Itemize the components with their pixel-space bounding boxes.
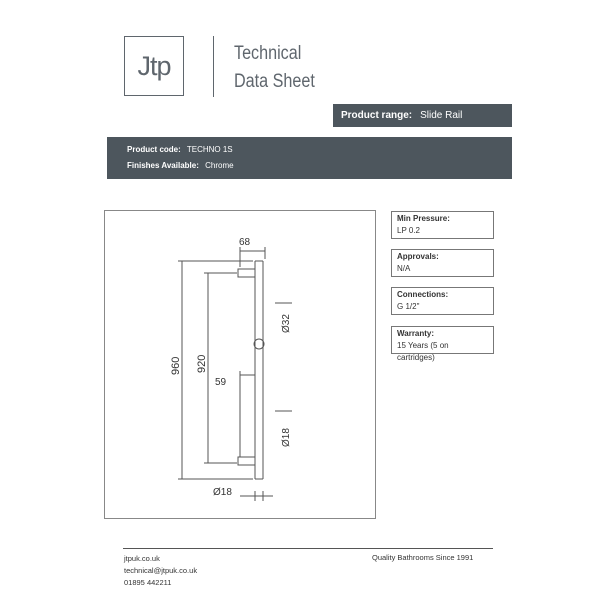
approvals-value: N/A <box>397 264 411 273</box>
dim-18-label: Ø18 <box>281 428 292 447</box>
spec-min-pressure <box>391 211 494 239</box>
spec-warranty <box>391 326 494 362</box>
warranty-label: Warranty: <box>397 329 435 338</box>
technical-drawing <box>104 210 376 519</box>
dim-960-label: 960 <box>170 356 182 375</box>
product-info-bar <box>107 137 512 179</box>
logo-text: Jtp <box>137 50 171 81</box>
min-pressure-label: Min Pressure: <box>397 214 450 223</box>
footer-website: jtpuk.co.uk <box>124 554 160 563</box>
spec-approvals <box>391 249 494 277</box>
product-range-value: Slide Rail <box>420 110 463 121</box>
dim-59-label: 59 <box>215 377 227 388</box>
warranty-value: 15 Years (5 on cartridges) <box>397 341 449 362</box>
title-line-1: Technical <box>234 43 302 64</box>
footer-tagline: Quality Bathrooms Since 1991 <box>372 553 474 562</box>
jtp-logo <box>124 36 184 96</box>
footer-email: technical@jtpuk.co.uk <box>124 566 198 575</box>
approvals-label: Approvals: <box>397 252 439 261</box>
header-divider <box>213 36 214 97</box>
finishes-label: Finishes Available: <box>127 161 199 170</box>
bottom-bracket <box>238 457 255 465</box>
dim-920-label: 920 <box>196 354 208 373</box>
footer-phone: 01895 442211 <box>124 578 172 587</box>
finishes-value: Chrome <box>205 161 234 170</box>
page-title <box>234 40 315 96</box>
connections-value: G 1/2" <box>397 302 420 311</box>
slide-rail-drawing <box>105 211 377 520</box>
connections-label: Connections: <box>397 290 449 299</box>
spec-connections <box>391 287 494 315</box>
product-code-label: Product code: <box>127 145 181 154</box>
title-line-2: Data Sheet <box>234 71 315 92</box>
product-code-value: TECHNO 1S <box>186 145 233 154</box>
footer-divider <box>123 548 493 549</box>
finishes-row <box>127 158 512 174</box>
dim-32-label: Ø32 <box>281 314 292 333</box>
min-pressure-value: LP 0.2 <box>397 226 420 235</box>
dim-bottom-label: Ø18 <box>213 487 232 498</box>
product-range-bar <box>333 104 512 127</box>
top-bracket <box>238 269 255 277</box>
dim-68-label: 68 <box>239 237 251 248</box>
product-range-label: Product range: <box>341 110 413 121</box>
product-code-row <box>127 142 512 158</box>
